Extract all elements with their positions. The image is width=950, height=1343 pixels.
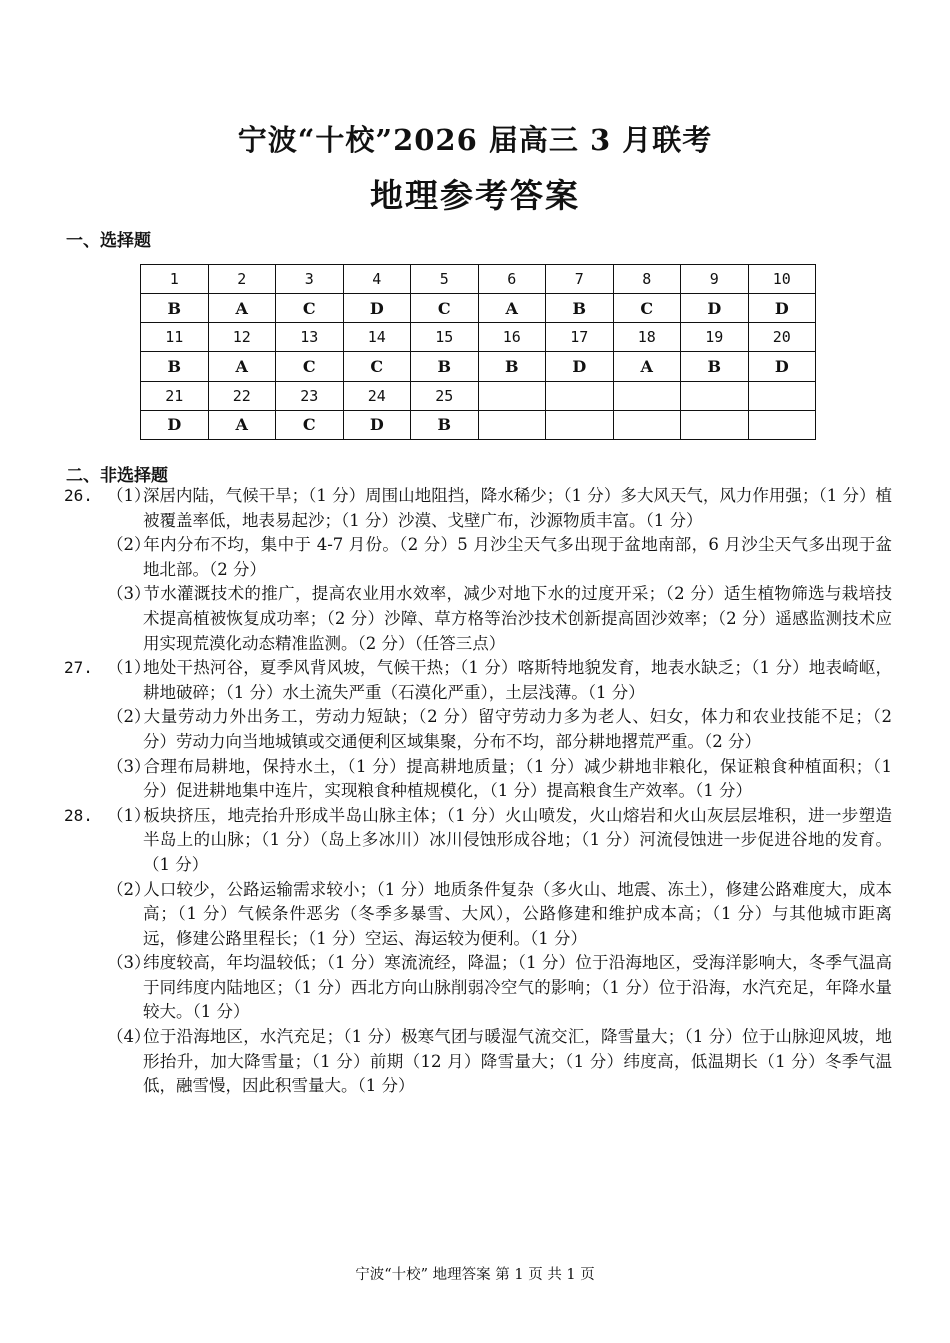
- answer-cell: B: [681, 352, 749, 381]
- part-label: （1）: [107, 486, 151, 505]
- question-number-cell: 15: [411, 323, 479, 352]
- part-label: （3）: [107, 953, 151, 973]
- question-number-cell: [681, 381, 749, 410]
- answer-cell: D: [546, 352, 614, 381]
- answer-cell: D: [748, 352, 816, 381]
- answer-part: [107, 804, 892, 878]
- nonchoice-answers: [60, 484, 892, 1099]
- question-number-cell: 23: [276, 381, 344, 410]
- question-number-cell: 6: [478, 265, 546, 294]
- question-number-cell: 19: [681, 323, 749, 352]
- answer-cell: B: [546, 294, 614, 323]
- question-number-cell: [478, 381, 546, 410]
- answer-part: [107, 755, 892, 804]
- part-text: 合理布局耕地，保持水土，（1 分）提高耕地质量；（1 分）减少耕地非粮化，保证粮食种植面积；（1 分）促进耕地集中连片，实现粮食种植规模化，（1 分）提高粮食生产效率。（1 分）: [143, 756, 892, 801]
- answer-cell: [478, 410, 546, 439]
- question-number: 27.: [64, 658, 93, 678]
- answer-cell: B: [411, 352, 479, 381]
- answer-cell: D: [343, 294, 411, 323]
- question-number-cell: 1: [141, 265, 209, 294]
- answer-cell: C: [276, 410, 344, 439]
- answer-cell: C: [411, 294, 479, 323]
- part-label: （2）: [107, 535, 151, 555]
- answer-part: [107, 533, 892, 582]
- answer-cell: [681, 410, 749, 439]
- question-number-row: [141, 323, 816, 352]
- answer-cell: B: [478, 352, 546, 381]
- question-number: 26.: [64, 486, 93, 505]
- answer-cell: A: [208, 352, 276, 381]
- question-number-cell: 21: [141, 381, 209, 410]
- answer-part: [107, 878, 892, 952]
- question-number-cell: 18: [613, 323, 681, 352]
- part-text: 纬度较高，年均温较低；（1 分）寒流流经，降温；（1 分）位于沿海地区，受海洋影响大，冬季气温高于同纬度内陆地区；（1 分）西北方向山脉削弱冷空气的影响；（1 分）位于沿海，水汽充足，年降水量较大。（1 分）: [143, 953, 892, 1022]
- answer-cell: C: [276, 352, 344, 381]
- question-number-cell: 3: [276, 265, 344, 294]
- answer-part: [107, 656, 892, 705]
- question-number-cell: 10: [748, 265, 816, 294]
- part-label: （2）: [107, 879, 151, 899]
- question-number-cell: 2: [208, 265, 276, 294]
- section-nonchoice-heading: 二、非选择题: [66, 466, 168, 486]
- part-label: （2）: [107, 707, 151, 727]
- answer-letter-row: [141, 352, 816, 381]
- question-number-cell: [748, 381, 816, 410]
- choice-answer-table: [140, 264, 816, 440]
- answer-cell: [613, 410, 681, 439]
- part-label: （1）: [107, 658, 151, 678]
- question-number-cell: 8: [613, 265, 681, 294]
- question-number: 28.: [64, 805, 93, 825]
- question-number-cell: 17: [546, 323, 614, 352]
- exam-title: 宁波“十校”2026 届高三 3 月联考: [237, 123, 713, 157]
- answer-part: [107, 582, 892, 656]
- part-text: 深居内陆，气候干旱；（1 分）周围山地阻挡，降水稀少；（1 分）多大风天气，风力作用强；（1 分）植被覆盖率低，地表易起沙；（1 分）沙漠、戈壁广布，沙源物质丰富。（1 分）: [143, 486, 892, 530]
- question-number-row: [141, 265, 816, 294]
- part-text: 人口较少，公路运输需求较小；（1 分）地质条件复杂（多火山、地震、冻土），修建公路难度大，成本高；（1 分）气候条件恶劣（冬季多暴雪、大风），公路修建和维护成本高；（1 分）与其他城市距离远，修建公路里程长；（1 分）空运、海运较为便利。（1 分）: [143, 879, 892, 948]
- answer-cell: D: [681, 294, 749, 323]
- answer-cell: [546, 410, 614, 439]
- answer-cell: [748, 410, 816, 439]
- question-number-cell: [613, 381, 681, 410]
- answer-cell: C: [343, 352, 411, 381]
- answer-cell: A: [208, 410, 276, 439]
- question-number-cell: 12: [208, 323, 276, 352]
- part-text: 板块挤压，地壳抬升形成半岛山脉主体；（1 分）火山喷发，火山熔岩和火山灰层层堆积，进一步塑造半岛上的山脉；（1 分）（岛上多冰川）冰川侵蚀形成谷地；（1 分）河流侵蚀进一步促进谷地的发育。（1 分）: [143, 805, 892, 874]
- question-number-cell: 20: [748, 323, 816, 352]
- question-number-cell: 7: [546, 265, 614, 294]
- answer-cell: D: [343, 410, 411, 439]
- answer-letter-row: [141, 410, 816, 439]
- question-number-cell: 14: [343, 323, 411, 352]
- part-text: 大量劳动力外出务工，劳动力短缺；（2 分）留守劳动力多为老人、妇女，体力和农业技能不足；（2 分）劳动力向当地城镇或交通便利区域集聚，分布不均，部分耕地撂荒严重。（2 分）: [143, 707, 892, 751]
- part-label: （3）: [107, 756, 151, 776]
- answer-letter-row: [141, 294, 816, 323]
- part-text: 地处干热河谷，夏季风背风坡，气候干热；（1 分）喀斯特地貌发育，地表水缺乏；（1 分）地表崎岖，耕地破碎；（1 分）水土流失严重（石漠化严重），土层浅薄。（1 分）: [143, 658, 892, 702]
- section-choice-heading: 一、选择题: [66, 231, 151, 251]
- answer-cell: D: [748, 294, 816, 323]
- question-block: [60, 484, 892, 656]
- page-footer: 宁波“十校” 地理答案 第 1 页 共 1 页: [355, 1267, 595, 1283]
- question-number-cell: 4: [343, 265, 411, 294]
- answer-cell: C: [276, 294, 344, 323]
- question-block: [60, 804, 892, 1099]
- answer-part: [107, 484, 892, 533]
- answer-part: [107, 951, 892, 1025]
- question-block: [60, 656, 892, 804]
- part-label: （4）: [107, 1027, 151, 1047]
- question-number-cell: 9: [681, 265, 749, 294]
- question-number-cell: 11: [141, 323, 209, 352]
- answer-cell: B: [411, 410, 479, 439]
- part-text: 节水灌溉技术的推广，提高农业用水效率，减少对地下水的过度开采；（2 分）适生植物筛选与栽培技术提高植被恢复成功率；（2 分）沙障、草方格等治沙技术创新提高固沙效率；（2 分）遥感监测技术应用实现荒漠化动态精准监测。（2 分）（任答三点）: [143, 584, 892, 653]
- question-number-cell: 25: [411, 381, 479, 410]
- answer-part: [107, 1025, 892, 1099]
- part-label: （1）: [107, 805, 151, 825]
- answer-cell: A: [208, 294, 276, 323]
- part-text: 位于沿海地区，水汽充足；（1 分）极寒气团与暖湿气流交汇，降雪量大；（1 分）位于山脉迎风坡，地形抬升，加大降雪量；（1 分）前期（12 月）降雪量大；（1 分）纬度高，低温期长（1 分）冬季气温低，融雪慢，因此积雪量大。（1 分）: [143, 1027, 892, 1096]
- answer-cell: D: [141, 410, 209, 439]
- answer-cell: A: [478, 294, 546, 323]
- question-number-cell: 13: [276, 323, 344, 352]
- answer-cell: C: [613, 294, 681, 323]
- answer-part: [107, 705, 892, 754]
- question-number-row: [141, 381, 816, 410]
- part-text: 年内分布不均，集中于 4-7 月份。（2 分）5 月沙尘天气多出现于盆地南部，6 月沙尘天气多出现于盆地北部。（2 分）: [143, 535, 892, 579]
- answer-cell: A: [613, 352, 681, 381]
- question-number-cell: 16: [478, 323, 546, 352]
- part-label: （3）: [107, 584, 151, 604]
- answer-cell: B: [141, 294, 209, 323]
- question-number-cell: 5: [411, 265, 479, 294]
- question-number-cell: 24: [343, 381, 411, 410]
- question-number-cell: 22: [208, 381, 276, 410]
- answer-cell: B: [141, 352, 209, 381]
- answer-key-title: 地理参考答案: [370, 176, 580, 215]
- question-number-cell: [546, 381, 614, 410]
